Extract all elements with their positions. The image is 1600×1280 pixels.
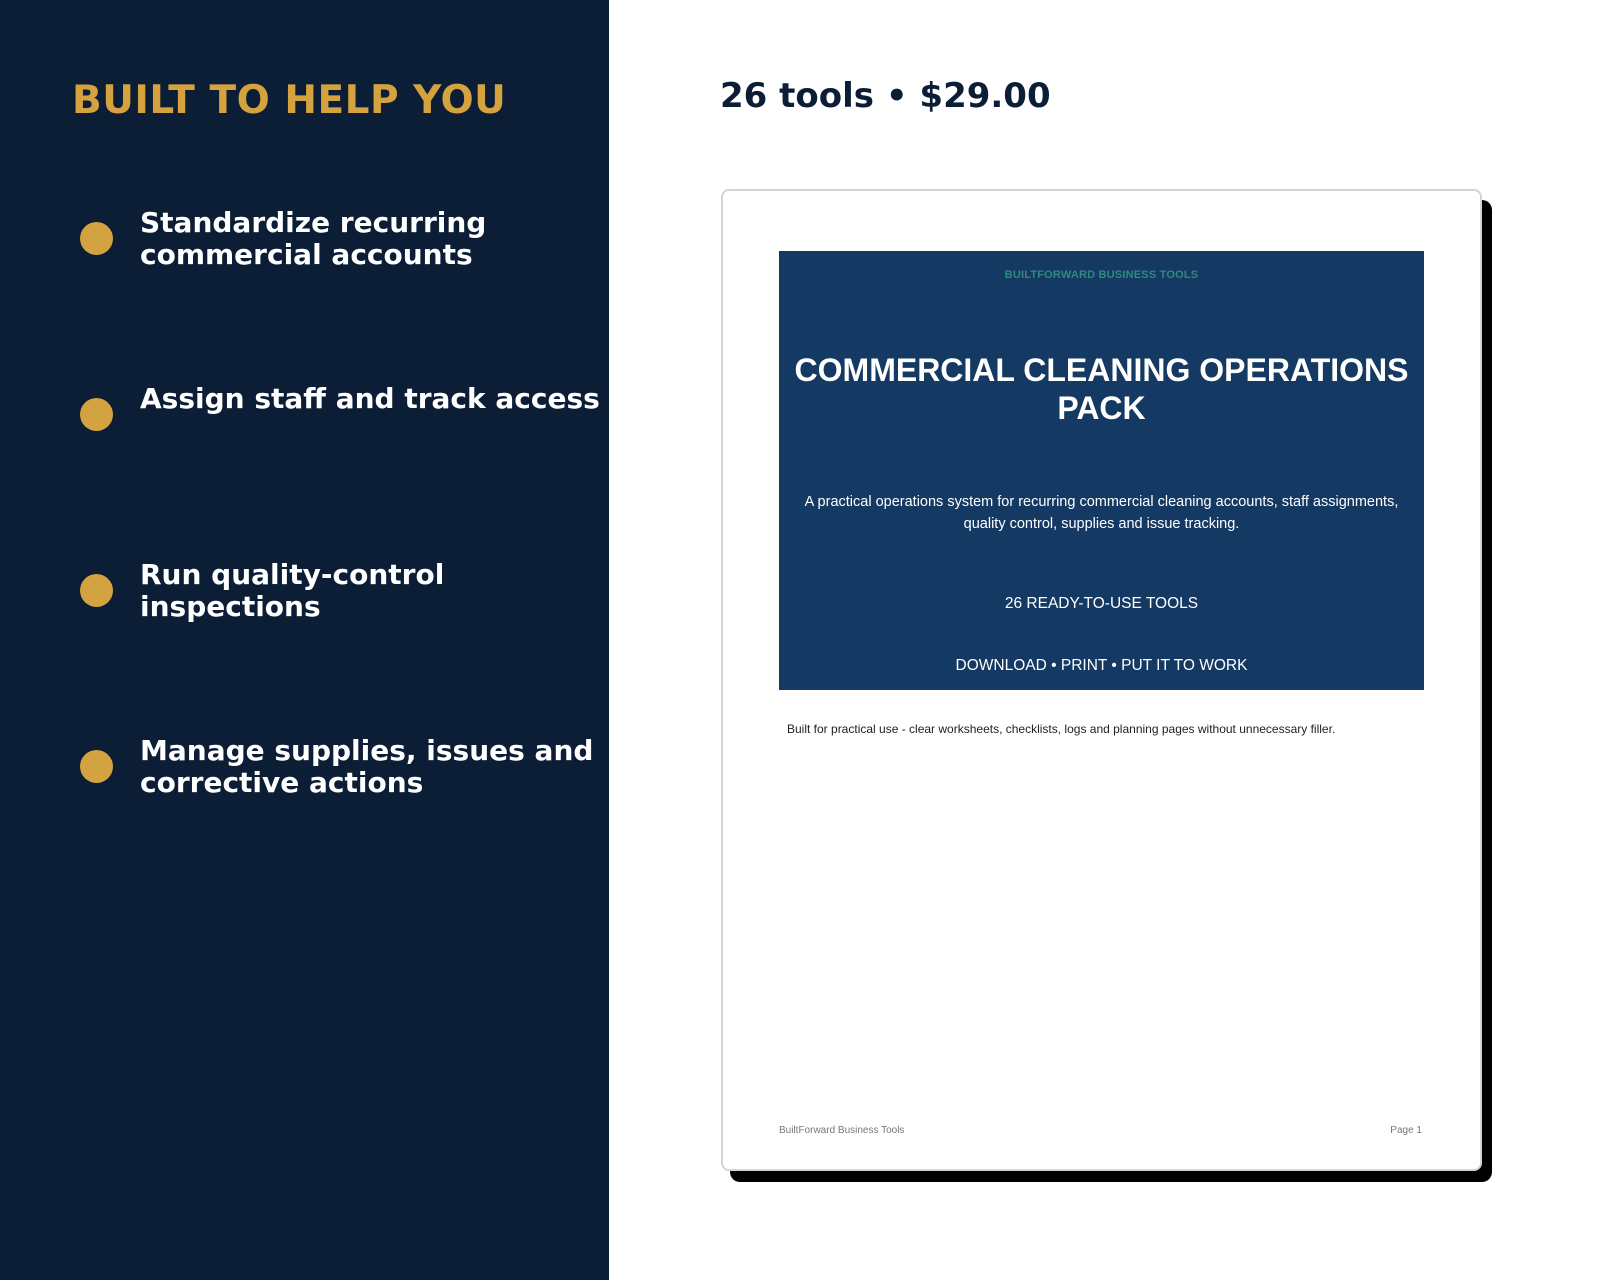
benefit-text: Standardize recurring commercial accounts (140, 206, 487, 271)
benefit-text: Assign staff and track access (140, 382, 600, 415)
benefit-text: Manage supplies, issues and corrective actions (140, 734, 594, 799)
cover-description: A practical operations system for recurring commercial cleaning accounts, staff assignments, quality control, supplies and issue tracking. (804, 494, 1399, 532)
price-heading: 26 tools • $29.00 (720, 76, 1051, 116)
benefit-text: Run quality-control inspections (140, 558, 445, 623)
document-preview (721, 189, 1482, 1171)
document-note: Built for practical use - clear worksheets, checklists, logs and planning pages without unnecessary filler. (787, 722, 1336, 736)
benefit-item (0, 207, 609, 287)
page-number: Page 1 (1390, 1125, 1422, 1136)
cover-banner (779, 251, 1424, 690)
benefit-item (0, 559, 609, 639)
bullet-dot-icon (80, 750, 113, 783)
left-panel (0, 0, 609, 1280)
cover-brand: BUILTFORWARD BUSINESS TOOLS (1004, 269, 1199, 281)
benefit-item (0, 383, 609, 463)
section-heading: BUILT TO HELP YOU (72, 78, 507, 123)
benefit-item (0, 735, 609, 815)
cover-title: COMMERCIAL CLEANING OPERATIONS PACK (794, 352, 1409, 426)
bullet-dot-icon (80, 574, 113, 607)
bullet-dot-icon (80, 222, 113, 255)
bullet-dot-icon (80, 398, 113, 431)
cover-tool-count: 26 READY-TO-USE TOOLS (1004, 595, 1199, 612)
cover-cta: DOWNLOAD • PRINT • PUT IT TO WORK (955, 657, 1248, 674)
footer-brand: BuiltForward Business Tools (779, 1125, 905, 1136)
